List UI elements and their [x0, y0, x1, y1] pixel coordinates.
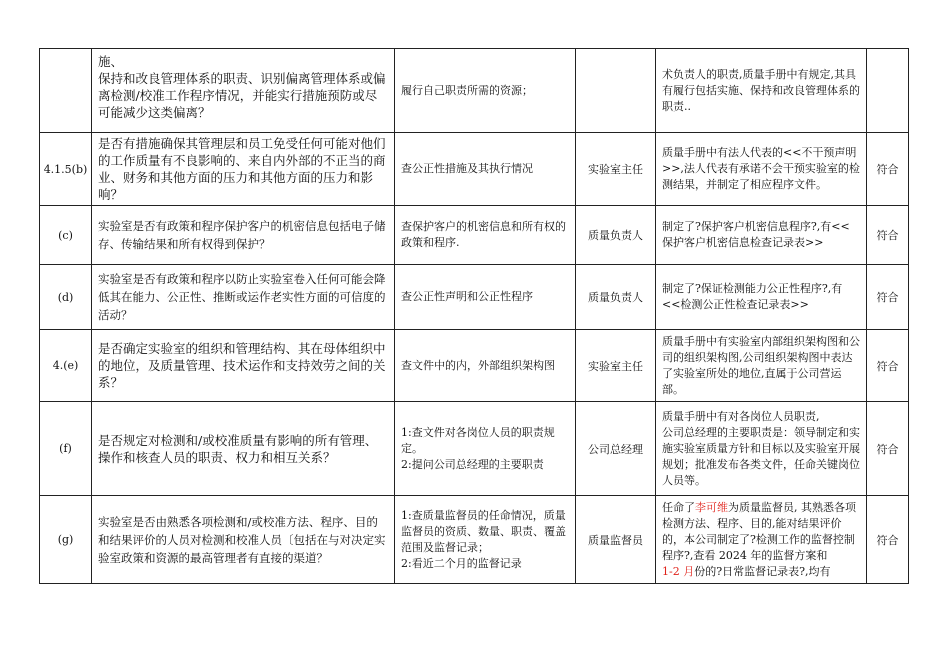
method-cell: 查公正性声明和公正性程序	[395, 265, 576, 330]
supervisor-name: 李可维	[695, 500, 728, 514]
question-cell: 实验室是否有政策和程序以防止实验室卷入任何可能会降低其在能力、公正性、推断或运作老实性方面的可信度的活动？	[92, 265, 395, 330]
owner-cell: 实验室主任	[576, 133, 656, 206]
result-cell: 符合	[867, 265, 909, 330]
owner-cell: 质量监督员	[576, 496, 656, 584]
table-row	[40, 133, 909, 206]
months-highlight: 1-2 月	[662, 564, 695, 578]
clause-cell: 4.1.5(b)	[40, 133, 92, 206]
result-cell: 符合	[867, 133, 909, 206]
clause-cell: 4.(e)	[40, 330, 92, 402]
owner-cell: 实验室主任	[576, 330, 656, 402]
clause-cell: (f)	[40, 402, 92, 496]
question-cell: 是否确定实验室的组织和管理结构、其在母体组织中的地位，及质量管理、技术运作和支持效劳之间的关系？	[92, 330, 395, 402]
method-cell: 查保护客户的机密信息和所有权的政策和程序.	[395, 206, 576, 265]
evidence-cell: 质量手册中有实验室内部组织架构图和公司的组织架构图,公司组织架构图中表达了实验室所处的地位,直属于公司营运部。	[656, 330, 867, 402]
table-row	[40, 265, 909, 330]
table-row	[40, 496, 909, 584]
clause-cell	[40, 49, 92, 133]
evidence-cell: 任命了李可维为质量监督员, 其熟悉各项检测方法、程序、目的,能对结果评价的，本公司制定了?检测工作的监督控制程序?,查看 2024 年的监督方案和 1-2 月份的?日常监督记录表?,均有	[656, 496, 867, 584]
question-cell: 实验室是否有政策和程序保护客户的机密信息包括电子储存、传输结果和所有权得到保护？	[92, 206, 395, 265]
result-cell	[867, 49, 909, 133]
question-cell: 是否规定对检测和/或校准质量有影响的所有管理、操作和核查人员的职责、权力和相互关系？	[92, 402, 395, 496]
table-row	[40, 402, 909, 496]
question-cell: 是否有措施确保其管理层和员工免受任何可能对他们的工作质量有不良影响的、来自内外部的不正当的商业、财务和其他方面的压力和其他方面的压力和影响？	[92, 133, 395, 206]
method-cell: 查文件中的内，外部组织架构图	[395, 330, 576, 402]
clause-cell: (g)	[40, 496, 92, 584]
clause-cell: (d)	[40, 265, 92, 330]
audit-checklist-table	[39, 48, 909, 584]
result-cell: 符合	[867, 206, 909, 265]
clause-cell: (c)	[40, 206, 92, 265]
owner-cell	[576, 49, 656, 133]
result-cell: 符合	[867, 402, 909, 496]
result-cell: 符合	[867, 330, 909, 402]
question-cell: 施、 保持和改良管理体系的职责、识别偏离管理体系或偏离检测/校准工作程序情况，并能实行措施预防或尽可能减少这类偏离？	[92, 49, 395, 133]
result-cell: 符合	[867, 496, 909, 584]
evidence-cell: 术负责人的职责,质量手册中有规定,其具有履行包括实施、保持和改良管理体系的职责..	[656, 49, 867, 133]
table-row	[40, 49, 909, 133]
evidence-cell: 制定了?保证检测能力公正性程序?,有<<检测公正性检查记录表>>	[656, 265, 867, 330]
table-row	[40, 206, 909, 265]
owner-cell: 质量负责人	[576, 206, 656, 265]
evidence-cell: 质量手册中有法人代表的<<不干预声明>>,法人代表有承诺不会干预实验室的检测结果，并制定了相应程序文件。	[656, 133, 867, 206]
method-cell: 履行自己职责所需的资源；	[395, 49, 576, 133]
question-cell: 实验室是否由熟悉各项检测和/或校准方法、程序、目的和结果评价的人员对检测和校准人员〔包括在与对决定实验室政策和资源的最高管理者有直接的渠道？	[92, 496, 395, 584]
method-cell: 1:查文件对各岗位人员的职责规定。 2:提问公司总经理的主要职责	[395, 402, 576, 496]
owner-cell: 公司总经理	[576, 402, 656, 496]
evidence-cell: 质量手册中有对各岗位人员职责, 公司总经理的主要职责是：领导制定和实施实验室质量方针和目标以及实验室开展规划；批准发布各类文件，任命关键岗位人员等。	[656, 402, 867, 496]
evidence-cell: 制定了?保护客户机密信息程序?,有<<保护客户机密信息检查记录表>>	[656, 206, 867, 265]
table-row	[40, 330, 909, 402]
method-cell: 1:查质量监督员的任命情况，质量监督员的资质、数量、职责、覆盖范围及监督记录； 2:看近二个月的监督记录	[395, 496, 576, 584]
method-cell: 查公正性措施及其执行情况	[395, 133, 576, 206]
owner-cell: 质量负责人	[576, 265, 656, 330]
